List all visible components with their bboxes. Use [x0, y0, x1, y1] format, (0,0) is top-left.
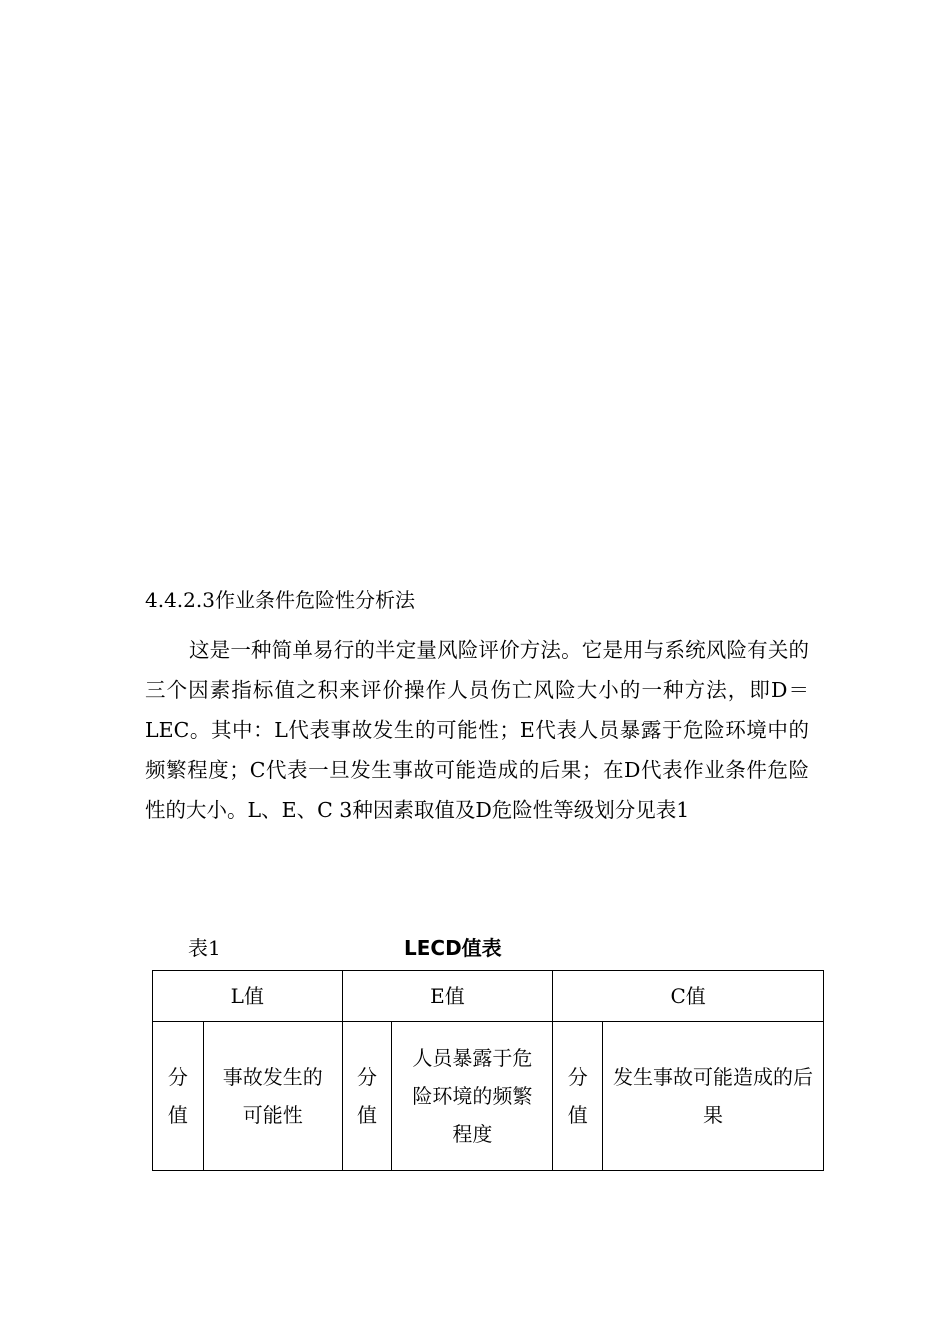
subheader-l-description-text: 事故发生的可能性 [222, 1065, 323, 1127]
header-l-value: L值 [153, 971, 343, 1022]
header-c-value: C值 [553, 971, 824, 1022]
table-header-row [153, 971, 824, 1022]
header-e-value: E值 [342, 971, 553, 1022]
table-label: 表1 [188, 936, 221, 960]
subheader-c-description-text: 发生事故可能造成的后果 [613, 1065, 814, 1127]
section-paragraph: 这是一种简单易行的半定量风险评价方法。它是用与系统风险有关的三个因素指标值之积来评价操作人员伤亡风险大小的一种方法，即D＝LEC。其中：L代表事故发生的可能性；E代表人员暴露于危险环境中的频繁程度；C代表一旦发生事故可能造成的后果；在D代表作业条件危险性的大小。L、E、C 3种因素取值及D危险性等级划分见表1 [145, 638, 809, 822]
section-heading: 4.4.2.3作业条件危险性分析法 [145, 588, 415, 612]
subheader-l-description [203, 1022, 342, 1171]
subheader-e-description [392, 1022, 553, 1171]
subheader-l-score [153, 1022, 204, 1171]
subheader-e-score [342, 1022, 392, 1171]
subheader-e-score-text: 分值 [357, 1065, 378, 1127]
subheader-e-description-text: 人员暴露于危险环境的频繁程度 [412, 1046, 533, 1146]
subheader-c-score-text: 分值 [567, 1065, 588, 1127]
table-subheader-row [153, 1022, 824, 1171]
subheader-c-description [603, 1022, 824, 1171]
subheader-c-score [553, 1022, 603, 1171]
subheader-l-score-text: 分值 [167, 1065, 188, 1127]
table-title: LECD值表 [404, 936, 502, 960]
lecd-table [152, 970, 824, 1171]
